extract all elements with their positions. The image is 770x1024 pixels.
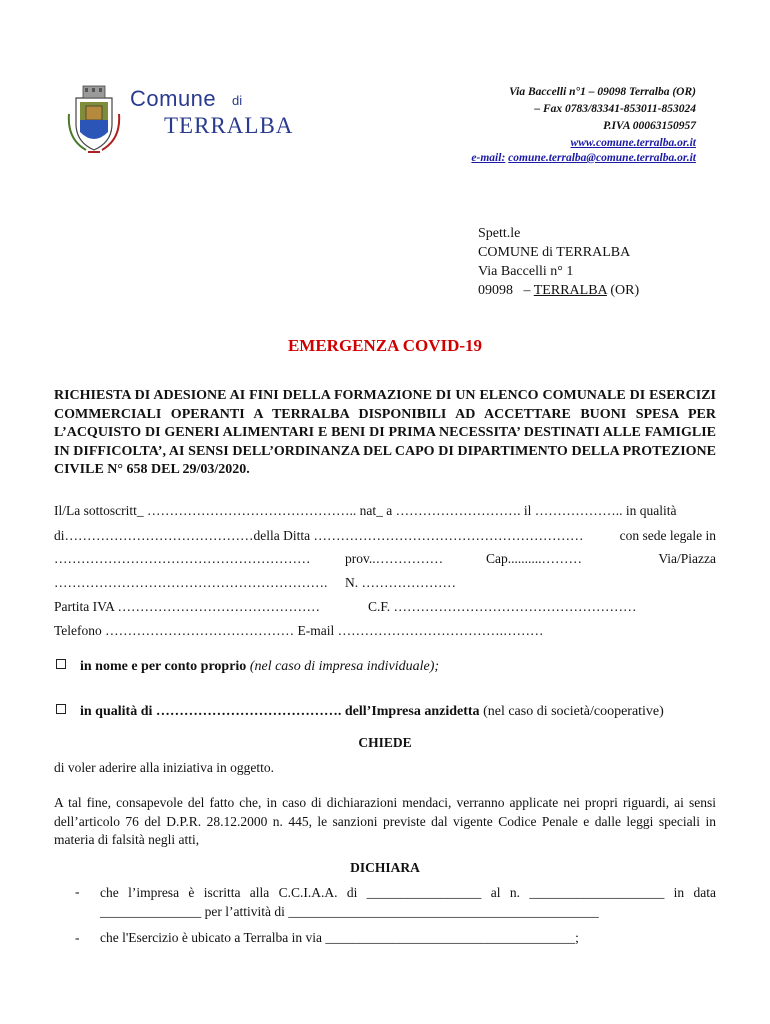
- dichiara-heading: DICHIARA: [350, 860, 420, 875]
- form-line-signatory: Il/La sottoscritt_ ……………………………………….. nat_ a ………………………. il ……………….. in qualità: [54, 503, 677, 518]
- bullet-chamber-registration: che l’impresa è iscritta alla C.C.I.A.A. di _________________ al n. ____________________ in data _______________ per l’attività di ______________________________________________: [100, 885, 716, 919]
- option-own-behalf-label: in nome e per conto proprio: [80, 659, 247, 674]
- website-link[interactable]: www.comune.terralba.or.it: [570, 137, 696, 149]
- municipal-crest-icon: [66, 84, 122, 156]
- contact-website-row: [571, 137, 696, 149]
- logo-comune-text: Comune: [130, 86, 217, 111]
- form-line-street-label: Via/Piazza: [658, 551, 716, 566]
- recipient-province: (OR): [606, 283, 640, 298]
- recipient-zip: 09098 –: [478, 283, 534, 298]
- logo-terralba-text: TERRALBA: [164, 113, 294, 138]
- empty-checkbox-icon[interactable]: [56, 704, 66, 714]
- form-line-street: …………………………………………………….: [54, 575, 328, 590]
- recipient-name: COMUNE di TERRALBA: [478, 245, 631, 260]
- emergency-title: EMERGENZA COVID-19: [287, 336, 483, 355]
- contact-email-row: [471, 152, 696, 164]
- recipient-street: Via Baccelli n° 1: [478, 264, 574, 279]
- option-company[interactable]: [56, 704, 664, 720]
- option-own-behalf[interactable]: [56, 659, 439, 675]
- chiede-text: di voler aderire alla iniziativa in oggetto.: [54, 760, 275, 775]
- form-line-number: N. …………………: [345, 575, 456, 590]
- declaration-paragraph: A tal fine, consapevole del fatto che, in caso di dichiarazioni mendaci, verranno applicate nei propri riguardi, ai sensi dell’articolo 76 del D.P.R. 28.12.2000 n. 445, le sanzioni previste dal vigente Codice Penale e dalle leggi speciali in materia di falsità negli atti,: [54, 795, 716, 847]
- form-line-tax-code: C.F. ………………………………………………: [368, 599, 637, 614]
- form-line-cap: Cap..........………: [486, 551, 582, 566]
- form-line-contacts: Telefono …………………………………… E-mail ……………………………….………: [54, 623, 544, 638]
- bullet-store-location: che l'Esercizio è ubicato a Terralba in via _____________________________________;: [100, 930, 579, 945]
- contact-vat: P.IVA 00063150957: [603, 120, 696, 132]
- option-company-label: dell’Impresa anzidetta: [344, 704, 480, 719]
- email-link[interactable]: comune.terralba@comune.terralba.or.it: [508, 152, 696, 164]
- recipient-salutation: Spett.le: [478, 226, 521, 241]
- contact-fax: – Fax 0783/83341-853011-853024: [534, 103, 696, 115]
- form-line-company-seat: con sede legale in: [619, 528, 716, 543]
- request-title: RICHIESTA DI ADESIONE AI FINI DELLA FORMAZIONE DI UN ELENCO COMUNALE DI ESERCIZI COMMERCIALI OPERANTI A TERRALBA DISPONIBILI AD ACCETTARE BUONI SPESA PER L’ACQUISTO DI GENERI ALIMENTARI E BENI DI PRIMA NECESSITA’ DESTINATI ALLE FAMIGLIE IN DIFFICOLTA’, AI SENSI DELL’ORDINANZA DEL CAPO DI DIPARTIMENTO DELLA PROTEZIONE CIVILE N° 658 DEL 29/03/2020.: [54, 388, 716, 477]
- option-own-behalf-note: (nel caso di impresa individuale);: [249, 659, 440, 674]
- form-line-province: prov..……………: [345, 551, 444, 566]
- recipient-city-line: [478, 283, 639, 299]
- form-line-city: …………………………………………………: [54, 551, 311, 566]
- contact-address: Via Baccelli n°1 – 09098 Terralba (OR): [509, 86, 696, 98]
- chiede-heading: CHIEDE: [358, 735, 412, 750]
- empty-checkbox-icon[interactable]: [56, 659, 66, 669]
- logo-di-text: di: [232, 93, 243, 108]
- form-line-vat: Partita IVA ………………………………………: [54, 599, 320, 614]
- option-company-note: (nel caso di società/cooperative): [483, 704, 664, 719]
- bullet-dash: -: [75, 884, 80, 899]
- form-line-company: di……………………………………della Ditta ……………………………………………………: [54, 528, 584, 543]
- option-company-role: in qualità di ………………………………….: [80, 704, 342, 719]
- email-label: e-mail:: [471, 152, 506, 164]
- recipient-city: TERRALBA: [533, 283, 607, 298]
- bullet-dash: -: [75, 930, 80, 945]
